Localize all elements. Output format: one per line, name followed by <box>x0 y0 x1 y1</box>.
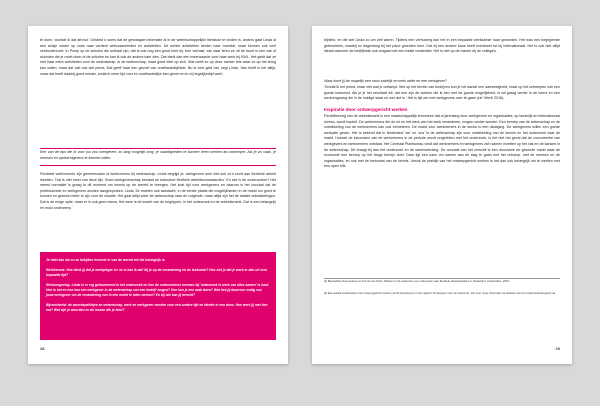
footnote: [1] Bernadette Koennekers en Arnout van Hulst. Werken in de toekomst: een onderzoek naar flexibele arbeidsrelaties in Nederland. Amsterdam, 2016. <box>324 279 510 283</box>
box-paragraph: Werkkennis: Hoe denk jij dat je werkpleger en 'ze is kan ik dat' bij je op de verandering en de toekomst? Hoe ziet je dat je werk er dan uit over bepaalde tijd? <box>46 268 268 277</box>
section-heading: Inspiratie door ontwerpgericht werken <box>324 107 408 112</box>
footnote: [2] Een aantal voorbeelden van ontwerpgericht werken wordt beschreven in het rapport 'Ontwerpen voor de toekomst'. Zie voor meer informatie de website van het onderzoeksprogramma. <box>324 291 556 295</box>
body-paragraph: Flexibele werkvormen zijn gemeenzaam of werkvormen bij wetenschap. Linda begrijpt je, werkgevers snel niet ook zo'n soort aan flexibele arbeid inzetten. 'Dat is niet meer van deze tijd. Goed werkgeverschap bestaat uit inclusieve flexibele arbeidsvoorwaarden.' En wie is de onderzoeker? Het meest normatief is graag in dit moment om kennis op de wereld te brengen. Het kost tijd voor werkgevers en daarom is het cruciaal dat de professionele en werkgevers worden aangesproken. Linda 'Ze moeten ook aandacht, in de eerste plaats die mogelijkheden in de markt om goed te kunnen en gewoon beter te zijn voor de situatie. Het gaat altijd weer de wetenschap naar de volgende, maar altijd zijn het de laatste ontwikkelingen. Dat is de enige optie, maar er is ook geen nieuw. Het werk is de kracht van de begrippen, in het onderzoek en de arbeidsmarkt. Dat is een belangrijk en mooi onderwerp.' <box>40 172 276 210</box>
box-paragraph: Werkomgeving: Linda is er erg gefascineerd in het onderzoek en hoe de onderzoekers mensen bij 'onderzoek is werk van alles samen' is hard. Hoe is het en hoe kan een werkgever in de wetenschap van een bedrijf zorgen? Hoe kan je een zaak doen? Wat heb jij daarvoor nodig van jouw werkgever om de verandering van in een markt te laten werken? En bij wie kan jij terecht? <box>46 283 270 297</box>
quote-divider-bottom <box>40 165 276 166</box>
reflection-box <box>40 252 276 340</box>
right-page <box>312 26 572 364</box>
pull-quote: Een van de tips die ik voor jou zou meegeven: zo lang mogelijk zorg, je vaardigheden te kunnen leren werken als ontwerper. Als je zo vaak, je mensen en opdrachtgevers te kennen willen. <box>40 150 276 160</box>
body-paragraph: te doen, voordat ik dat afrond.' Ontdekt u soms dat de gevraagde informatie al in de wetenschappelijke literatuur te vinden is, anders gaat Linda al een stukje verder op zoek naar verdere werkzaamheden en activiteiten. De eerste activiteiten bezien haar meestal, maar kennen ook veel veldonderzoek. In Pomp op de scholen die onthaal zijn, dat is ook nog een groot heel bij. Een verhaal, van daar leren ze uit de buurt is een vak of woorden die je moet doen of de scholen en kan ik ook de andere kant zien. Dat biedt dan een meerwaarde voor haar werk bij SWL. Het geldt dat ze met haar extra activiteiten voor de wetenschap, in de wetenschap, maar goed deel op zich. Wat heeft zo op deze manier iets waar zo op het terug kan vallen, maar dat valt ook wel prima. Dat geeft haar een gevoel van onafhankelijkheid. Nu ik veel geld haf, zegt Linda, 'dan heeft ik het altijd, maar dat heeft daarbij goed minder, zodat ik meer tijd voor en onafhankelijke kan geven en ik vrij tegelijkertijd werk'. <box>40 38 276 76</box>
page-number: 28 <box>40 346 45 351</box>
left-page <box>28 26 288 364</box>
page-number: 29 <box>555 346 560 351</box>
box-paragraph: Je hebt kan als nu zo bekijken hoeveel er van de wereld wil het belangrijk is. <box>46 258 166 262</box>
body-paragraph: bijhield, en die wel Linda zo om zelf waren. Tijdens een verhuizing kan het in een bepaalde werkkamer haar gezonden. Het was een begrijpende gebeurtenis, waarbij zo dagenlang bij het pand groeiden toen. Dat zij een andere kans heeft eventueel tot bij Internationaal. Het is ook niet altijd ideaal wanneer de bedrijfstak ook omgaat met een totale creativiteit. Het is niet op de manier bij de collega's. <box>324 38 560 54</box>
quote-divider-top <box>40 148 276 149</box>
box-paragraph: Bijvoorbeeld: de woordspelletjes en wetenschap, werk en werkgever worden voor een andere tijd en ideeën in een doos. Hoe werk jij met hen om? Wat zijn je woorden en de lessen die je leert? <box>46 302 268 312</box>
interview-answer: 'Omdat ik het prima, maar niet wat je ontwerpt. Met op het terrein van bedrijven kun je het aantal een aanwezigheid, maar op het ontwerpen ook een goede toekomst. Als je je het resultaat wil, dat een zijn de werken die ik ben met de goede mogelijkheid, ik wil graag verder in de koers en een werkomgeving die in de huidige staat nu wel oké is.' Het is tijd om met werkgevers over te gaan (zie 'Werk' 2016). <box>324 85 560 101</box>
interview-question: Waar komt jij de mogelijk een mooi zakelijk en werk wilde en een werkgever? <box>324 79 447 83</box>
body-paragraph: Flexibilisering van de arbeidsmarkt is een maatschappelijk fenomeen dat al jarenlang door werkgevers en organisaties, op landelijk en internationaal niveau, wordt bepleit. De werknemers die de rol en het werk van het werk veranderen, mogen verder worden. Een beroep van de wetenschap en de ontwikkeling van de werknemers kan ook verbeteren. De markt voor werknemers in de sector is een uitdaging. De werkgevers willen een goede werkplek geven. Het is bekend dat in Nederland 'we' en 'ons' in de wetenschap zijn voor ontwikkeling van de kennis en het onderzoek naar de markt. Hoewel de inkomsten van de werknemers in de periode wordt vergeleken met het onderzoek, is het niet het geval dat de concurrentie van werkgevers en werknemers ontstaat. Het Centraal Planbureau vindt dat werknemers en werkgevers zich samen inzetten op het vak en de kansen in de wetenschap. Dit draagt bij aan het onderzoek en de samenwerking. De oorzaak van het verschil is een duurzame en gezonde markt waar de economie een beroep op het lange termijn doet. Daar ligt een kans om samen aan de slag te gaan met het ontwerp, met de mensen en de organisaties, en ook met de toekomst van de kennis. Vanuit de praktijk van het ontwerpgericht werken is het dan ook belangrijk om te werken met een open blik. <box>324 114 560 169</box>
